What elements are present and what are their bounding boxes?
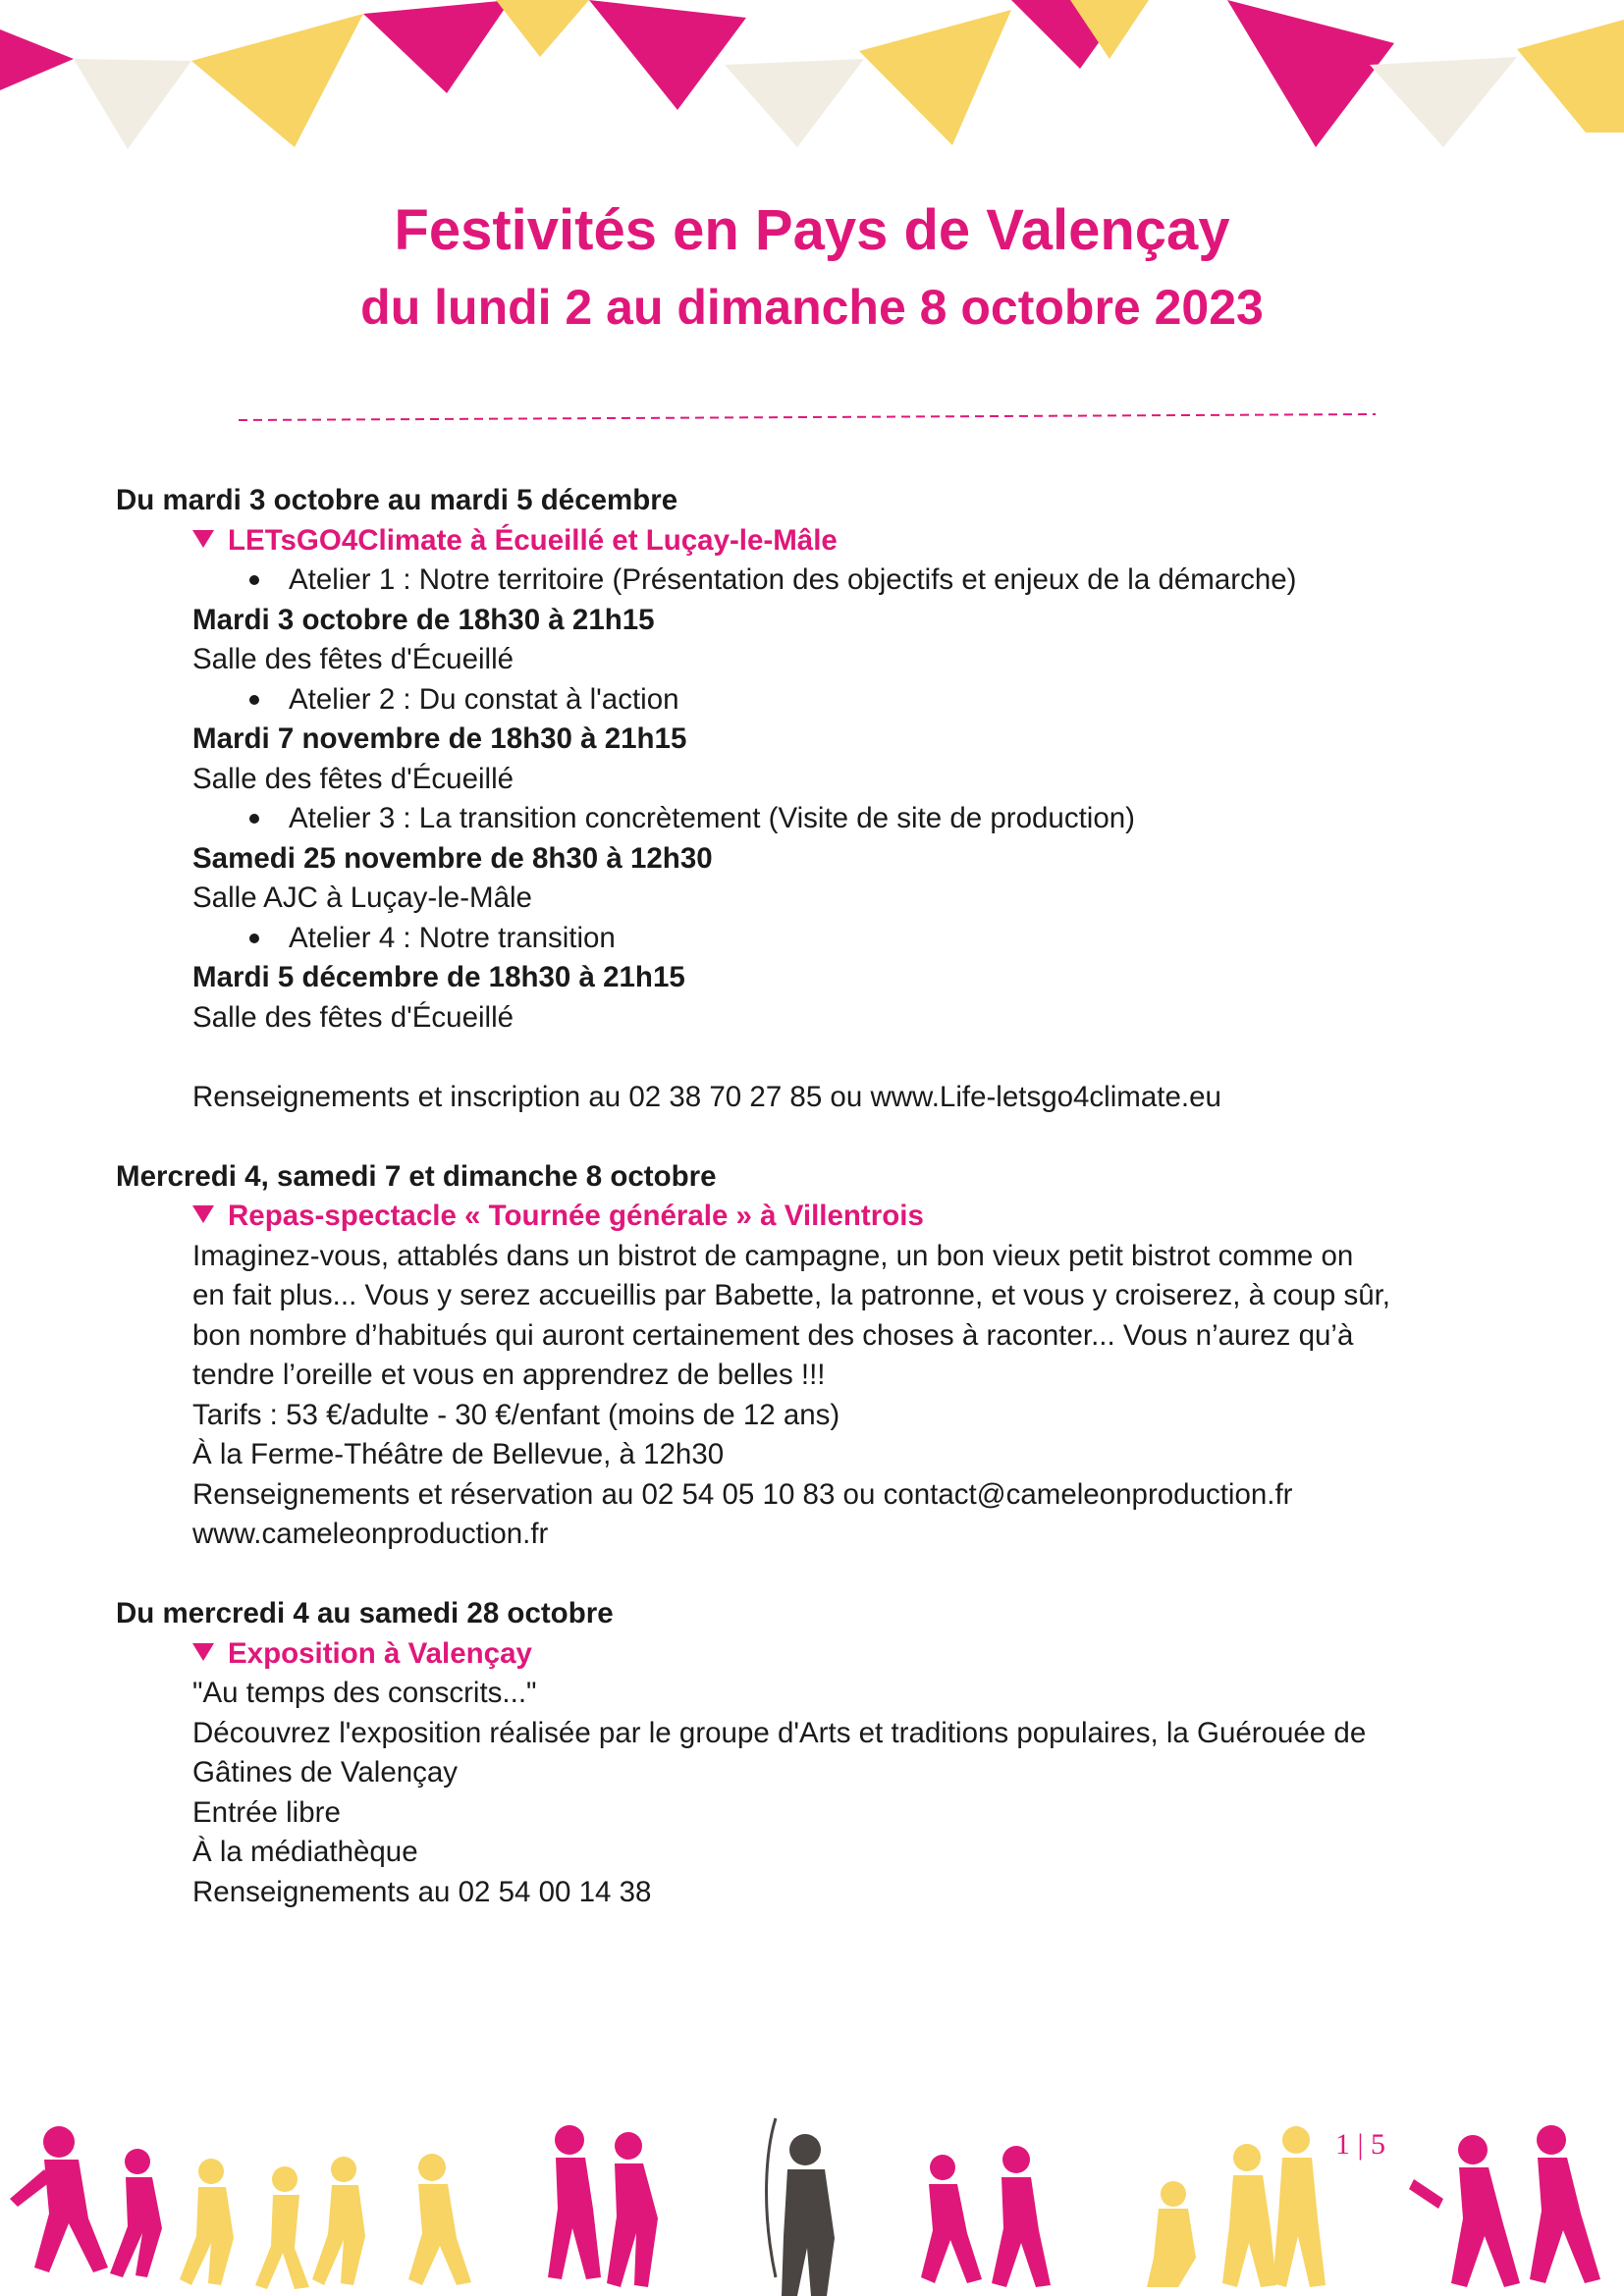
- event-place: À la Ferme-Théâtre de Bellevue, à 12h30: [192, 1438, 725, 1470]
- event-date: Du mercredi 4 au samedi 28 octobre: [116, 1597, 614, 1629]
- event-text-line: en fait plus... Vous y serez accueillis par Babette, la patronne, et vous y croiserez, à coup sûr,: [192, 1279, 1390, 1311]
- page-title: Festivités en Pays de Valençay: [394, 198, 1230, 262]
- atelier-place: Salle des fêtes d'Écueillé: [192, 643, 514, 675]
- atelier-time: Samedi 25 novembre de 8h30 à 12h30: [192, 841, 713, 875]
- event-title-text: Repas-spectacle « Tournée générale » à Villentrois: [228, 1200, 924, 1232]
- atelier-time: Mardi 7 novembre de 18h30 à 21h15: [192, 722, 687, 755]
- dancer-silhouette: [10, 2126, 162, 2277]
- atelier-time: Mardi 5 décembre de 18h30 à 21h15: [192, 961, 685, 993]
- event-title-text: Exposition à Valençay: [228, 1636, 532, 1670]
- atelier-place: Salle AJC à Luçay-le-Mâle: [192, 881, 532, 914]
- event-text-line: tendre l’oreille et vous en apprendrez de belles !!!: [192, 1359, 826, 1391]
- atelier-label: Atelier 3 : La transition concrètement (Visite de site de production): [116, 799, 1490, 839]
- event-contact: Renseignements et réservation au 02 54 05 10 83 ou contact@cameleonproduction.fr: [192, 1477, 1293, 1511]
- events-list: [116, 481, 1490, 1952]
- event-date: Mercredi 4, samedi 7 et dimanche 8 octobre: [116, 1159, 717, 1193]
- dancer-silhouette: [1147, 2126, 1326, 2287]
- page-number: 1 | 5: [1335, 2128, 1386, 2161]
- event-title-text: LETsGO4Climate à Écueillé et Luçay-le-Mâle: [228, 523, 838, 557]
- event-date: Du mardi 3 octobre au mardi 5 décembre: [116, 484, 678, 516]
- dancer-silhouette: [1409, 2125, 1600, 2287]
- dancer-silhouette: [548, 2125, 658, 2287]
- atelier-label: Atelier 1 : Notre territoire (Présentation des objectifs et enjeux de la démarche): [116, 561, 1490, 601]
- microphone-cable: [767, 2118, 776, 2277]
- atelier-label: Atelier 4 : Notre transition: [116, 919, 1490, 959]
- event-section-exposition: [116, 1594, 1490, 1912]
- event-text-line: "Au temps des conscrits...": [192, 1677, 537, 1709]
- triangle-down-icon: [192, 530, 214, 548]
- event-section-letsgo: [116, 481, 1490, 1117]
- atelier-place: Salle des fêtes d'Écueillé: [192, 762, 514, 795]
- event-info: Renseignements et inscription au 02 38 70 27 85 ou www.Life-letsgo4climate.eu: [192, 1080, 1221, 1113]
- event-title: [116, 1634, 1490, 1675]
- title-block: [0, 196, 1624, 340]
- event-website: www.cameleonproduction.fr: [192, 1518, 549, 1550]
- atelier-time: Mardi 3 octobre de 18h30 à 21h15: [192, 603, 655, 636]
- event-title: [116, 1197, 1490, 1237]
- atelier-label: Atelier 2 : Du constat à l'action: [116, 680, 1490, 721]
- event-text-line: Découvrez l'exposition réalisée par le groupe d'Arts et traditions populaires, la Guérouée de: [192, 1716, 1367, 1749]
- triangle-down-icon: [192, 1205, 214, 1223]
- page-subtitle: du lundi 2 au dimanche 8 octobre 2023: [360, 280, 1264, 335]
- event-text-line: Imaginez-vous, attablés dans un bistrot de campagne, un bon vieux petit bistrot comme on: [192, 1239, 1354, 1272]
- triangle-down-icon: [192, 1643, 214, 1661]
- bunting-decoration: [0, 0, 1624, 157]
- event-text-line: Entrée libre: [192, 1795, 341, 1829]
- event-title: [116, 521, 1490, 561]
- dashed-divider: [239, 410, 1376, 424]
- atelier-place: Salle des fêtes d'Écueillé: [192, 1000, 514, 1034]
- event-section-repas-spectacle: [116, 1157, 1490, 1555]
- event-text-line: bon nombre d’habitués qui auront certainement des choses à raconter... Vous n’aurez qu’à: [192, 1318, 1354, 1352]
- singer-silhouette: [782, 2134, 835, 2296]
- event-contact: Renseignements au 02 54 00 14 38: [192, 1875, 652, 1908]
- dancer-silhouette: [180, 2154, 471, 2289]
- event-price: Tarifs : 53 €/adulte - 30 €/enfant (moins de 12 ans): [192, 1398, 840, 1431]
- event-place: À la médiathèque: [192, 1836, 418, 1868]
- dancer-silhouette: [921, 2146, 1051, 2287]
- event-text-line: Gâtines de Valençay: [192, 1756, 459, 1789]
